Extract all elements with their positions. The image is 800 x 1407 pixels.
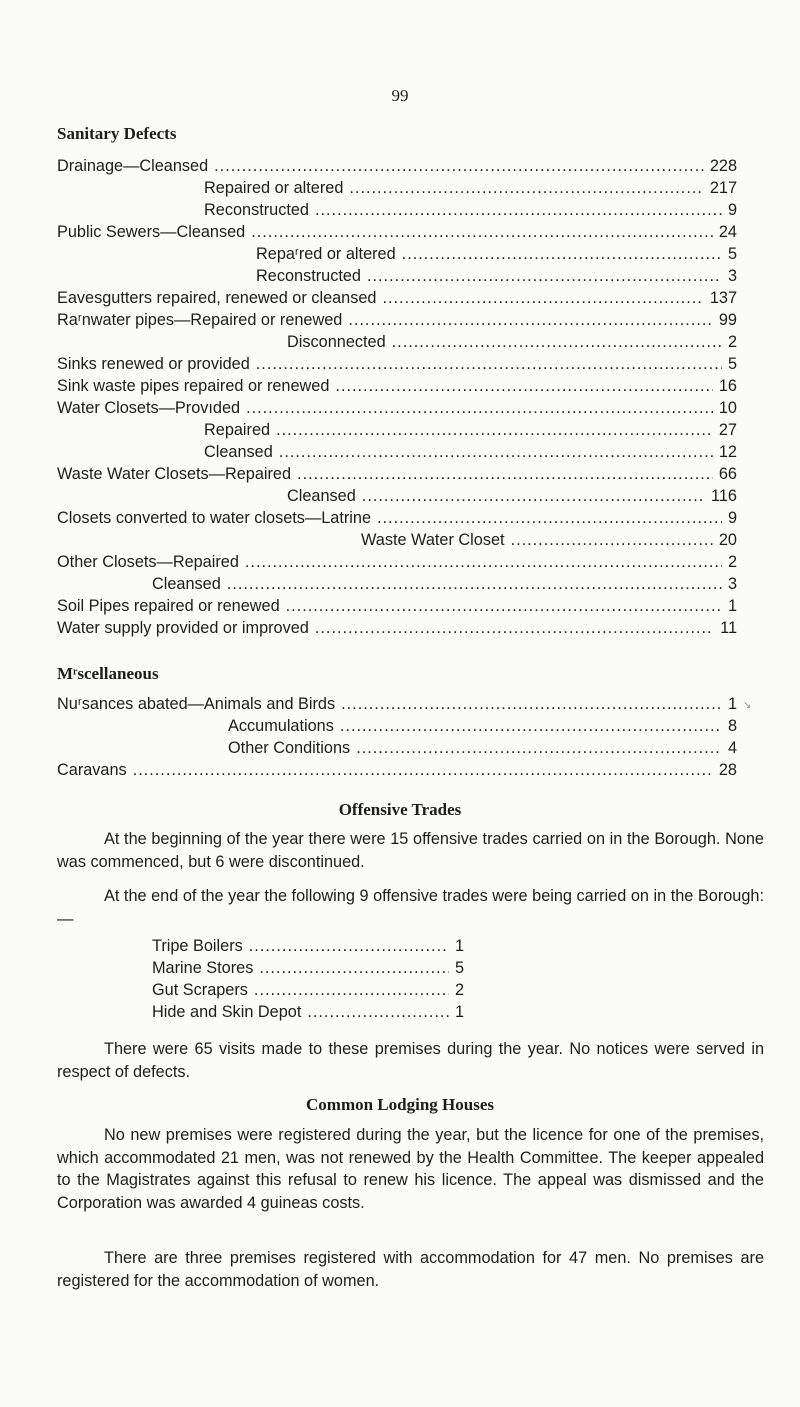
offensive-paragraph-3: There were 65 visits made to these premises during the year. No notices were served in respect of defects. — [57, 1040, 764, 1081]
table-row: Drainage—Cleansed ..... 228 — [57, 155, 737, 177]
table-row: Cleansed ..... 12 — [204, 441, 737, 463]
sanitary-defects-heading: Sanitary Defects — [57, 124, 177, 143]
table-row: Closets converted to water closets—Latrine ..... 9 — [57, 507, 737, 529]
table-row: Public Sewers—Cleansed ..... 24 — [57, 221, 737, 243]
table-row: Reconstructed ..... 9 — [204, 199, 737, 221]
table-row: Water Closets—Provıded ..... 10 — [57, 397, 737, 419]
table-row: Other Conditions ..... 4 — [228, 737, 737, 759]
table-row: Sinks renewed or provided ..... 5 — [57, 353, 737, 375]
table-row: Repaired ..... 27 — [204, 419, 737, 441]
table-row: Disconnected ..... 2 — [287, 331, 737, 353]
table-row: Accumulations ..... 8 — [228, 715, 737, 737]
table-row: Sink waste pipes repaired or renewed ..... 16 — [57, 375, 737, 397]
table-row: Cleansed ..... 116 — [287, 485, 737, 507]
offensive-paragraph-1: At the beginning of the year there were 15 offensive trades carried on in the Borough. None was commenced, but 6 were discontinued. — [57, 830, 764, 871]
miscellaneous-heading: Mʳscellaneous — [57, 664, 159, 683]
list-item: Gut Scrapers ..... 2 — [152, 979, 464, 1001]
table-row: Waste Water Closet ..... 20 — [361, 529, 737, 551]
table-row: Eavesgutters repaired, renewed or cleansed ..... 137 — [57, 287, 737, 309]
offensive-trades-heading: Offensive Trades — [338, 800, 462, 819]
lodging-paragraph-2: There are three premises registered with accommodation for 47 men. No premises are registered for the accommodation of women. — [57, 1249, 764, 1290]
table-row: Reconstructed ..... 3 — [256, 265, 737, 287]
table-row: Caravans ..... 28 — [57, 759, 737, 781]
table-row: Waste Water Closets—Repaired ..... 66 — [57, 463, 737, 485]
lodging-paragraph-1: No new premises were registered during the year, but the licence for one of the premises, which accommodated 21 men, was not renewed by the Health Committee. The keeper appealed to the Magistrates against this refusal to renew his licence. The appeal was dismissed and the Corporation was awarded 4 guineas costs. — [57, 1126, 764, 1212]
table-row: Cleansed ..... 3 — [152, 573, 737, 595]
table-row: Soil Pipes repaired or renewed ..... 1 — [57, 595, 737, 617]
scan-mark: ↘ — [743, 700, 752, 711]
table-row: Raʳnwater pipes—Repaired or renewed ..... 99 — [57, 309, 737, 331]
list-item: Marine Stores ..... 5 — [152, 957, 464, 979]
offensive-paragraph-2: At the end of the year the following 9 offensive trades were being carried on in the Borough:— — [57, 887, 764, 928]
table-row: Repaired or altered ..... 217 — [204, 177, 737, 199]
table-row: Water supply provided or improved ..... 11 — [57, 617, 737, 639]
page-number: 99 — [391, 86, 409, 105]
table-row: Nuʳsances abated—Animals and Birds ..... 1 — [57, 693, 737, 715]
common-lodging-houses-heading: Common Lodging Houses — [306, 1095, 494, 1114]
table-row: Other Closets—Repaired ..... 2 — [57, 551, 737, 573]
list-item: Hide and Skin Depot ..... 1 — [152, 1001, 464, 1023]
table-row: Repaʳred or altered ..... 5 — [256, 243, 737, 265]
list-item: Tripe Boilers ..... 1 — [152, 935, 464, 957]
